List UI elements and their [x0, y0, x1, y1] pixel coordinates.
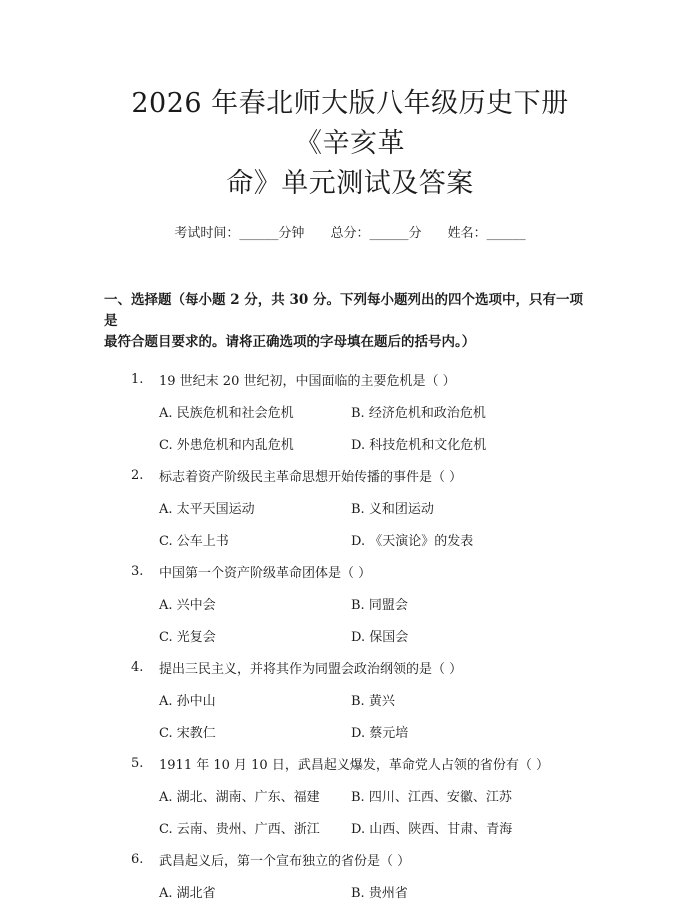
options-row — [159, 619, 596, 651]
answer-option: B. 义和团运动 — [351, 501, 434, 517]
options-row — [159, 395, 596, 427]
question-stem — [104, 747, 596, 779]
question-text: 提出三民主义，并将其作为同盟会政治纲领的是（ ） — [159, 661, 463, 677]
answer-option: B. 贵州省 — [351, 885, 408, 901]
options-block — [104, 779, 596, 843]
answer-option: C. 宋教仁 — [159, 725, 216, 741]
answer-option: A. 兴中会 — [159, 597, 216, 613]
title-line-2: 命》单元测试及答案 — [226, 168, 474, 199]
question-item — [104, 555, 596, 651]
options-row — [159, 587, 596, 619]
question-item — [104, 363, 596, 459]
section-heading — [104, 290, 596, 353]
title-line-1: 2026 年春北师大版八年级历史下册《辛亥革 — [131, 88, 569, 159]
question-stem — [104, 843, 596, 875]
answer-option: C. 云南、贵州、广西、浙江 — [159, 821, 320, 837]
options-row — [159, 811, 596, 843]
section-heading-line-1: 一、选择题（每小题 2 分，共 30 分。下列每小题列出的四个选项中，只有一项是 — [104, 292, 583, 329]
question-item — [104, 747, 596, 843]
question-number: 1. — [131, 371, 144, 387]
total-score-field: 总分：______分 — [330, 226, 422, 241]
options-row — [159, 875, 596, 907]
question-number: 3. — [131, 563, 144, 579]
options-block — [104, 491, 596, 555]
answer-option: D. 科技危机和文化危机 — [351, 437, 487, 453]
question-number: 6. — [131, 851, 144, 867]
question-number: 4. — [131, 659, 144, 675]
exam-meta — [104, 224, 596, 244]
answer-option: D. 山西、陕西、甘肃、青海 — [351, 821, 513, 837]
options-block — [104, 395, 596, 459]
answer-option: B. 四川、江西、安徽、江苏 — [351, 789, 512, 805]
options-block — [104, 587, 596, 651]
answer-option: B. 经济危机和政治危机 — [351, 405, 486, 421]
question-number: 5. — [131, 755, 144, 771]
answer-option: C. 公车上书 — [159, 533, 229, 549]
answer-option: D. 蔡元培 — [351, 725, 409, 741]
question-stem — [104, 555, 596, 587]
question-text: 19 世纪末 20 世纪初，中国面临的主要危机是（ ） — [159, 373, 456, 389]
question-list — [104, 363, 596, 907]
options-row — [159, 427, 596, 459]
student-name-field: 姓名：______ — [447, 226, 526, 241]
question-text: 1911 年 10 月 10 日，武昌起义爆发，革命党人占领的省份有（ ） — [159, 757, 549, 773]
answer-option: A. 湖北省 — [159, 885, 216, 901]
document-title — [104, 0, 596, 204]
question-text: 武昌起义后，第一个宣布独立的省份是（ ） — [159, 853, 411, 869]
answer-option: D. 《天演论》的发表 — [351, 533, 474, 549]
question-text: 中国第一个资产阶级革命团体是（ ） — [159, 565, 372, 581]
answer-option: D. 保国会 — [351, 629, 409, 645]
question-stem — [104, 363, 596, 395]
answer-option: A. 民族危机和社会危机 — [159, 405, 294, 421]
answer-option: B. 黄兴 — [351, 693, 395, 709]
question-item — [104, 843, 596, 907]
question-stem — [104, 651, 596, 683]
options-row — [159, 715, 596, 747]
question-stem — [104, 459, 596, 491]
options-block — [104, 683, 596, 747]
section-heading-line-2: 最符合题目要求的。请将正确选项的字母填在题后的括号内。） — [104, 334, 476, 350]
question-item — [104, 459, 596, 555]
answer-option: C. 光复会 — [159, 629, 216, 645]
answer-option: C. 外患危机和内乱危机 — [159, 437, 294, 453]
options-row — [159, 683, 596, 715]
question-item — [104, 651, 596, 747]
answer-option: A. 孙中山 — [159, 693, 216, 709]
question-text: 标志着资产阶级民主革命思想开始传播的事件是（ ） — [159, 469, 463, 485]
options-row — [159, 523, 596, 555]
answer-option: A. 湖北、湖南、广东、福建 — [159, 789, 320, 805]
answer-option: B. 同盟会 — [351, 597, 408, 613]
options-block — [104, 875, 596, 907]
question-number: 2. — [131, 467, 144, 483]
answer-option: A. 太平天国运动 — [159, 501, 255, 517]
options-row — [159, 491, 596, 523]
exam-time-field: 考试时间：______分钟 — [174, 226, 305, 241]
options-row — [159, 779, 596, 811]
